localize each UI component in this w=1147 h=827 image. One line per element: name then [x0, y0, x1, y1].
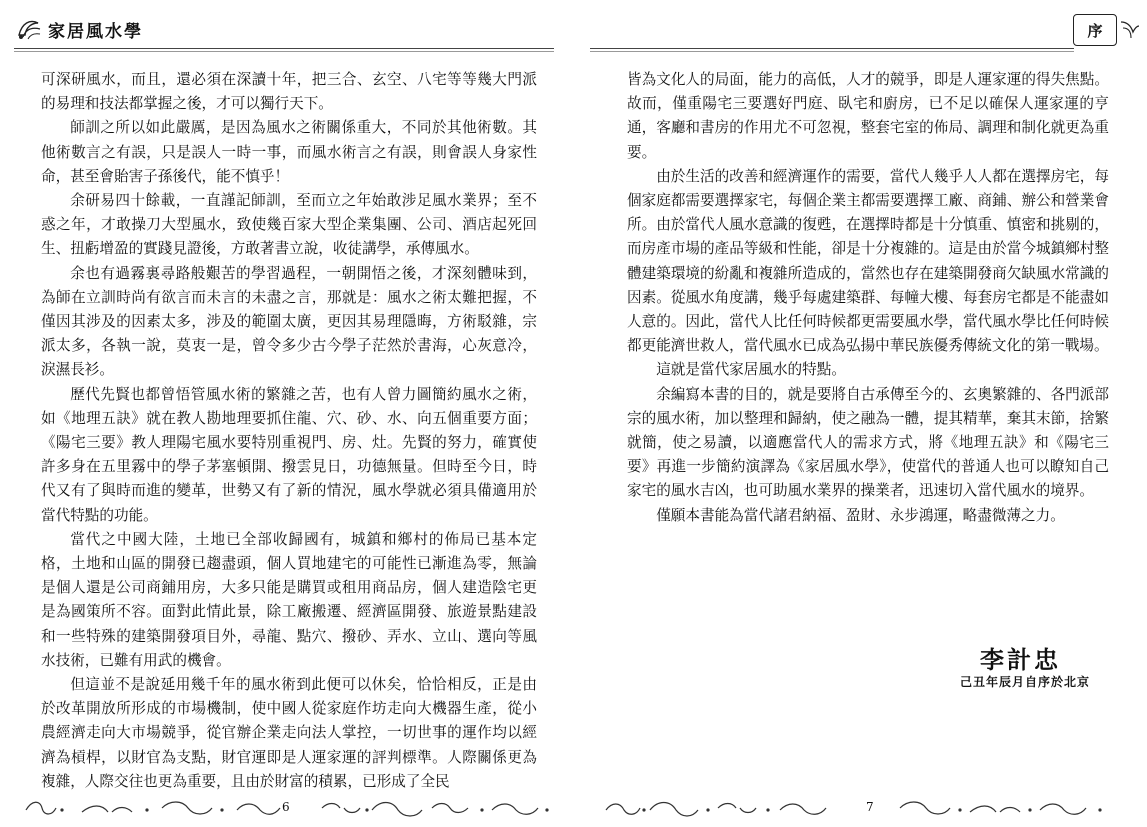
paragraph: 但這並不是說延用幾千年的風水術到此便可以休矣，恰恰相反，正是由於改革開放所形成的市場機制，使中國人從家庭作坊走向大機器生產，從小農經濟走向大市場競爭，從官辦企業走向法人掌控，一切世事的運作均以經濟為槓桿，以財官為支點，財官運即是人運家運的評判標準。人際關係更為複雜，人際交往也更為重要，且由於財富的積累，已形成了全民 [41, 676, 537, 790]
author-signature: 李計忠 [980, 645, 1061, 674]
paragraph: 師訓之所以如此嚴厲，是因為風水之術關係重大，不同於其他術數。其他術數言之有誤，只是誤人一時一事，而風水術言之有誤，則會誤人身家性命，甚至會貽害子孫後代，能不慎乎！ [41, 119, 537, 185]
page-number-left: 6 [282, 800, 290, 814]
paragraph: 皆為文化人的局面，能力的高低，人才的競爭，即是人運家運的得失焦點。故而，僅重陽宅三要選好門庭、臥宅和廚房，已不足以確保人運家運的亨通，客廳和書房的作用尤不可忽視，整套宅室的佈局、調理和制化就更為重要。 [627, 71, 1109, 161]
paragraph: 歷代先賢也都曾悟管風水術的繁雜之苦，也有人曾力圖簡約風水之術，如《地理五訣》就在教人勘地理要抓住龍、穴、砂、水、向五個重要方面；《陽宅三要》教人理陽宅風水要特別重視門、房、灶。先賢的努力，確實使許多身在五里霧中的學子茅塞頓開、撥雲見日，功德無量。但時至今日，時代又有了與時而進的變革，世勢又有了新的情況，風水學就必須具備適用於當代特點的功能。 [41, 385, 537, 524]
scroll-ornament-icon [600, 796, 1120, 820]
preface-date: 己丑年辰月自序於北京 [960, 675, 1091, 689]
footer-ornament [600, 796, 1120, 820]
section-label [1073, 14, 1117, 46]
paragraph: 僅願本書能為當代諸君納福、盈財、永步鴻運，略盡微薄之力。 [656, 506, 1065, 524]
header-divider [14, 51, 554, 52]
ornament-icon [16, 15, 44, 43]
paragraph: 這就是當代家居風水的特點。 [656, 361, 846, 379]
paragraph: 余研易四十餘載，一直謹記師訓，至而立之年始敢涉足風水業界；至不惑之年，才敢操刀大型風水，致使幾百家大型企業集團、公司、酒店起死回生、扭虧增盈的實踐見證後，方敢著書立說，收徒講學，承傳風水。 [41, 192, 537, 258]
book-title: 家居風水學 [48, 21, 143, 42]
running-header [16, 14, 143, 44]
paragraph: 余也有過霧裏尋路般艱苦的學習過程，一朝開悟之後，才深刻體味到，為師在立訓時尚有欲言而未言的未盡之言，那就是：風水之術太難把握，不僅因其涉及的因素太多，涉及的範圍太廣，更因其易理隱晦，方術駁雜，宗派太多，各執一說，莫衷一是，曾令多少古今學子茫然於書海，心灰意冷，淚濕長衫。 [41, 264, 537, 379]
section-label-text: 序 [1087, 21, 1103, 40]
paragraph: 可深研風水，而且，還必須在深讀十年，把三合、玄空、八宅等等幾大門派的易理和技法都掌握之後，才可以獨行天下。 [41, 71, 537, 113]
header-divider [590, 51, 1074, 52]
corner-ornament-icon [1119, 18, 1141, 40]
left-page-text [41, 68, 537, 794]
header-divider [590, 48, 1074, 49]
paragraph: 由於生活的改善和經濟運作的需要，當代人幾乎人人都在選擇房宅，每個家庭都需要選擇家宅，每個企業主都需要選擇工廠、商鋪、辦公和營業會所。由於當代人風水意識的復甦，在選擇時都是十分慎重、慎密和挑剔的，而房產市場的產品等級和性能，卻是十分複雜的。這是由於當今城鎮鄉村整體建築環境的紛亂和複雜所造成的，當然也存在建築開發商欠缺風水常識的因素。從風水角度講，幾乎每處建築群、每幢大樓、每套房宅都是不能盡如人意的。因此，當代人比任何時候都更需要風水學，當代風水學比任何時候都更能濟世救人，當代風水已成為弘揚中華民族優秀傳統文化的第一戰場。 [627, 167, 1109, 355]
right-page-text [627, 68, 1109, 528]
header-divider [14, 48, 554, 49]
paragraph: 余編寫本書的目的，就是要將自古承傳至今的、玄奧繁雜的、各門派部宗的風水術，加以整理和歸納，使之融為一體，提其精華，棄其末節，捨繁就簡，使之易讀，以適應當代人的需求方式，將《地理五訣》和《陽宅三要》再進一步簡約演譯為《家居風水學》，使當代的普通人也可以瞭知自己家宅的風水吉凶，也可助風水業界的操業者，迅速切入當代風水的境界。 [627, 385, 1109, 500]
page-number-right: 7 [866, 800, 874, 814]
paragraph: 當代之中國大陸，土地已全部收歸國有，城鎮和鄉村的佈局已基本定格，土地和山區的開發已趨盡頭，個人買地建宅的可能性已漸進為零，無論是個人還是公司商鋪用房，大多只能是購買或租用商品房，個人建造陰宅更是為國策所不容。面對此情此景，除工廠搬遷、經濟區開發、旅遊景點建設和一些特殊的建築開發項目外，尋龍、點穴、撥砂、弄水、立山、選向等風水技術，已難有用武的機會。 [41, 530, 537, 669]
